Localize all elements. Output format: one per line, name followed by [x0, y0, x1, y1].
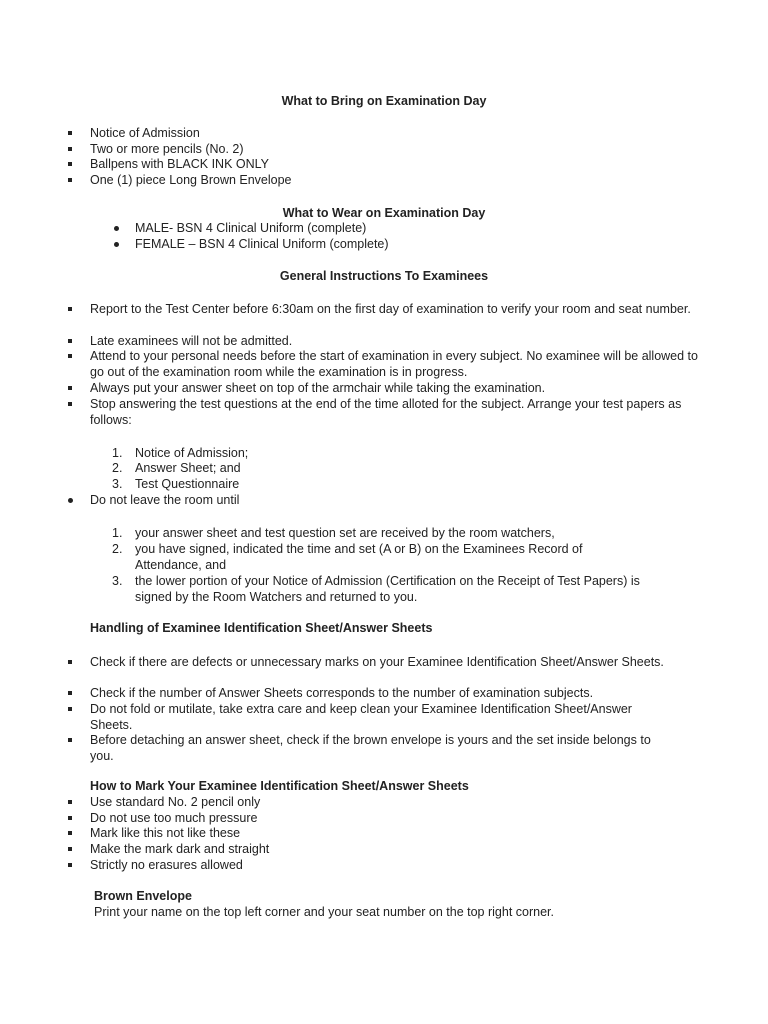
bullet: [68, 858, 78, 867]
until-item: you have signed, indicated the time and set (A or B) on the Examinees Record of Attendance, and: [135, 542, 583, 572]
general-heading: General Instructions To Examinees: [279, 269, 489, 283]
general-item: Late examinees will not be admitted.: [90, 334, 293, 348]
bullet: [68, 811, 78, 820]
handling-item: Do not fold or mutilate, take extra care and keep clean your Examinee Identification Sheet/Answer Sheets.: [90, 702, 632, 732]
bullet: [68, 655, 78, 664]
item-number: 1.: [112, 526, 123, 540]
bring-item: Two or more pencils (No. 2): [90, 142, 244, 156]
marking-item: Strictly no erasures allowed: [90, 858, 243, 872]
marking-heading: How to Mark Your Examinee Identification Sheet/Answer Sheets: [90, 779, 469, 793]
arrange-item: Answer Sheet; and: [135, 461, 241, 475]
item-number: 3.: [112, 574, 123, 588]
arrange-item: Test Questionnaire: [135, 477, 240, 491]
bullet: [114, 221, 119, 231]
handling-item: Before detaching an answer sheet, check if the brown envelope is yours and the set inside belongs to you.: [90, 733, 651, 763]
general-item: Stop answering the test questions at the end of the time alloted for the subject. Arrange your test papers as follows:: [90, 397, 682, 427]
envelope-heading: Brown Envelope: [94, 889, 192, 903]
bring-heading: What to Bring on Examination Day: [281, 94, 487, 108]
bullet: [68, 142, 78, 151]
bullet: [68, 826, 78, 835]
bring-item: One (1) piece Long Brown Envelope: [90, 173, 292, 187]
item-number: 2.: [112, 461, 123, 475]
bullet: [68, 493, 78, 503]
bullet: [68, 795, 78, 804]
wear-heading: What to Wear on Examination Day: [282, 206, 486, 220]
bullet: [68, 157, 78, 166]
general-item: Attend to your personal needs before the start of examination in every subject. No examinee will be allowed to go out of the examination room while the examination is in progress.: [90, 349, 698, 379]
bullet: [68, 381, 78, 390]
handling-item: Check if the number of Answer Sheets corresponds to the number of examination subjects.: [90, 686, 594, 700]
handling-heading: Handling of Examinee Identification Sheet/Answer Sheets: [90, 621, 433, 635]
bullet: [68, 702, 78, 711]
marking-item: Do not use too much pressure: [90, 811, 258, 825]
item-number: 1.: [112, 446, 123, 460]
marking-item: Use standard No. 2 pencil only: [90, 795, 261, 809]
bullet: [68, 302, 78, 311]
bring-item: Notice of Admission: [90, 126, 200, 140]
until-item: your answer sheet and test question set are received by the room watchers,: [135, 526, 555, 540]
arrange-item: Notice of Admission;: [135, 446, 249, 460]
bullet: [68, 733, 78, 742]
handling-item: Check if there are defects or unnecessary marks on your Examinee Identification Sheet/Answer Sheets.: [90, 655, 664, 669]
bullet: [68, 349, 78, 358]
bullet: [68, 173, 78, 182]
bullet: [68, 686, 78, 695]
bullet: [68, 334, 78, 343]
bullet: [68, 842, 78, 851]
item-number: 2.: [112, 542, 123, 556]
leave-item: Do not leave the room until: [90, 493, 240, 507]
envelope-text: Print your name on the top left corner and your seat number on the top right corner.: [94, 905, 554, 919]
bullet: [68, 126, 78, 135]
until-item: the lower portion of your Notice of Admission (Certification on the Receipt of Test Papers) is signed by the Room Watchers and returned to you.: [135, 574, 640, 604]
general-item: Report to the Test Center before 6:30am on the first day of examination to verify your room and seat number.: [90, 302, 691, 316]
general-item: Always put your answer sheet on top of the armchair while taking the examination.: [90, 381, 546, 395]
wear-item: FEMALE – BSN 4 Clinical Uniform (complete): [135, 237, 389, 251]
bullet: [114, 237, 119, 247]
wear-item: MALE- BSN 4 Clinical Uniform (complete): [135, 221, 367, 235]
item-number: 3.: [112, 477, 123, 491]
bring-item: Ballpens with BLACK INK ONLY: [90, 157, 270, 171]
marking-item: Mark like this not like these: [90, 826, 241, 840]
marking-item: Make the mark dark and straight: [90, 842, 270, 856]
bullet: [68, 397, 78, 406]
